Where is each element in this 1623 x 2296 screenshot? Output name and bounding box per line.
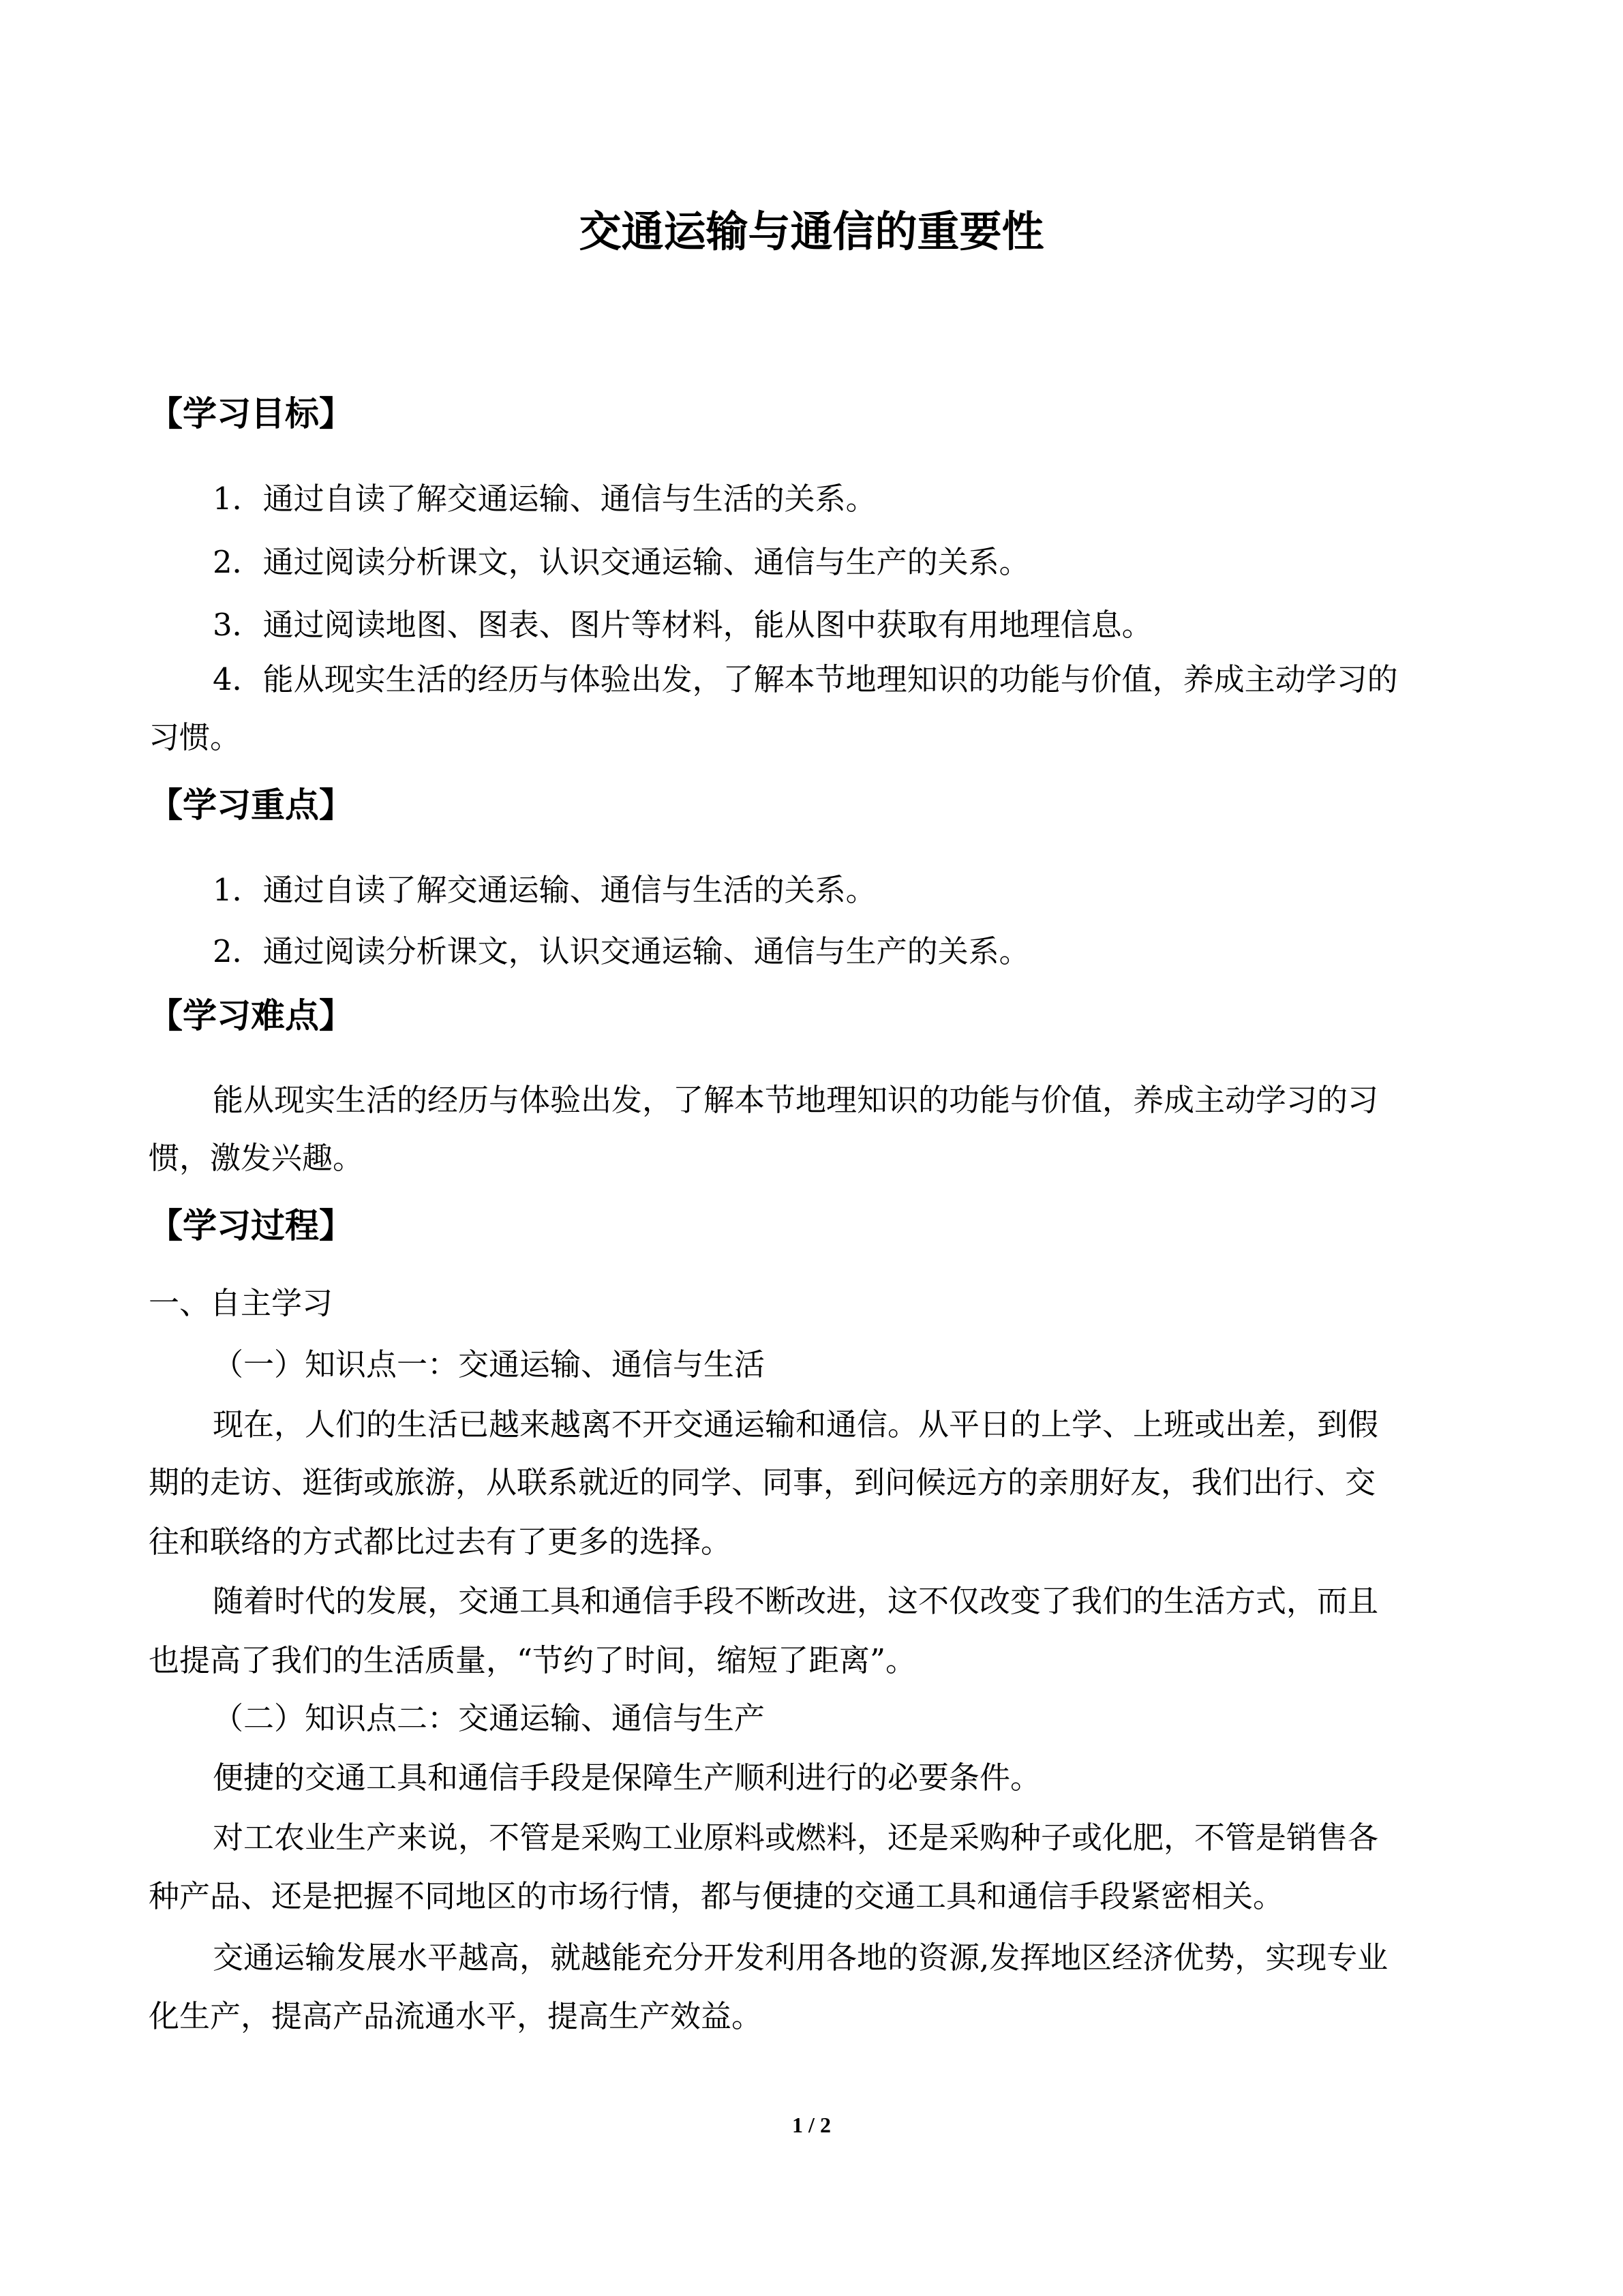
kp2-para1: 便捷的交通工具和通信手段是保障生产顺利进行的必要条件。	[213, 1759, 1042, 1796]
kp2-para3-line-1: 交通运输发展水平越高，就越能充分开发利用各地的资源,发挥地区经济优势，实现专业	[213, 1939, 1389, 1976]
section-heading-difficulties: 【学习难点】	[149, 996, 353, 1036]
knowledge-point-1-heading: （一）知识点一：交通运输、通信与生活	[213, 1346, 765, 1383]
objective-item-3: 3．通过阅读地图、图表、图片等材料，能从图中获取有用地理信息。	[213, 607, 1153, 643]
objective-item-4: 4．能从现实生活的经历与体验出发，了解本节地理知识的功能与价值，养成主动学习的	[213, 661, 1398, 697]
kp1-para1-line-3: 往和联络的方式都比过去有了更多的选择。	[149, 1524, 732, 1560]
part-heading-self-study: 一、自主学习	[149, 1285, 333, 1321]
section-heading-process: 【学习过程】	[149, 1206, 353, 1245]
kp2-para2-line-2: 种产品、还是把握不同地区的市场行情，都与便捷的交通工具和通信手段紧密相关。	[149, 1878, 1284, 1914]
section-heading-objectives: 【学习目标】	[149, 394, 353, 434]
kp2-para3-line-2: 化生产，提高产品流通水平，提高生产效益。	[149, 1998, 763, 2034]
kp1-para1-line-2: 期的走访、逛街或旅游，从联系就近的同学、同事，到问候远方的亲朋好友，我们出行、交	[149, 1464, 1376, 1500]
difficulty-line-1: 能从现实生活的经历与体验出发，了解本节地理知识的功能与价值，养成主动学习的习	[213, 1082, 1379, 1118]
section-heading-key-points: 【学习重点】	[149, 785, 353, 825]
kp1-para2-line-2: 也提高了我们的生活质量，“节约了时间，缩短了距离”。	[149, 1642, 917, 1678]
kp2-para2-line-1: 对工农业生产来说，不管是采购工业原料或燃料，还是采购种子或化肥，不管是销售各	[213, 1819, 1379, 1856]
page-number: 1 / 2	[792, 2113, 831, 2137]
key-point-item-1: 1．通过自读了解交通运输、通信与生活的关系。	[213, 872, 877, 908]
document-title: 交通运输与通信的重要性	[579, 207, 1044, 256]
key-point-item-2: 2．通过阅读分析课文，认识交通运输、通信与生产的关系。	[213, 933, 1030, 969]
kp1-para1-line-1: 现在，人们的生活已越来越离不开交通运输和通信。从平日的上学、上班或出差，到假	[213, 1406, 1379, 1442]
objective-item-2: 2．通过阅读分析课文，认识交通运输、通信与生产的关系。	[213, 544, 1030, 580]
objective-item-4-continued: 习惯。	[149, 719, 241, 755]
difficulty-line-2: 惯，激发兴趣。	[149, 1140, 364, 1176]
objective-item-1: 1．通过自读了解交通运输、通信与生活的关系。	[213, 481, 877, 517]
kp1-para2-line-1: 随着时代的发展，交通工具和通信手段不断改进，这不仅改变了我们的生活方式，而且	[213, 1583, 1379, 1619]
knowledge-point-2-heading: （二）知识点二：交通运输、通信与生产	[213, 1700, 765, 1736]
